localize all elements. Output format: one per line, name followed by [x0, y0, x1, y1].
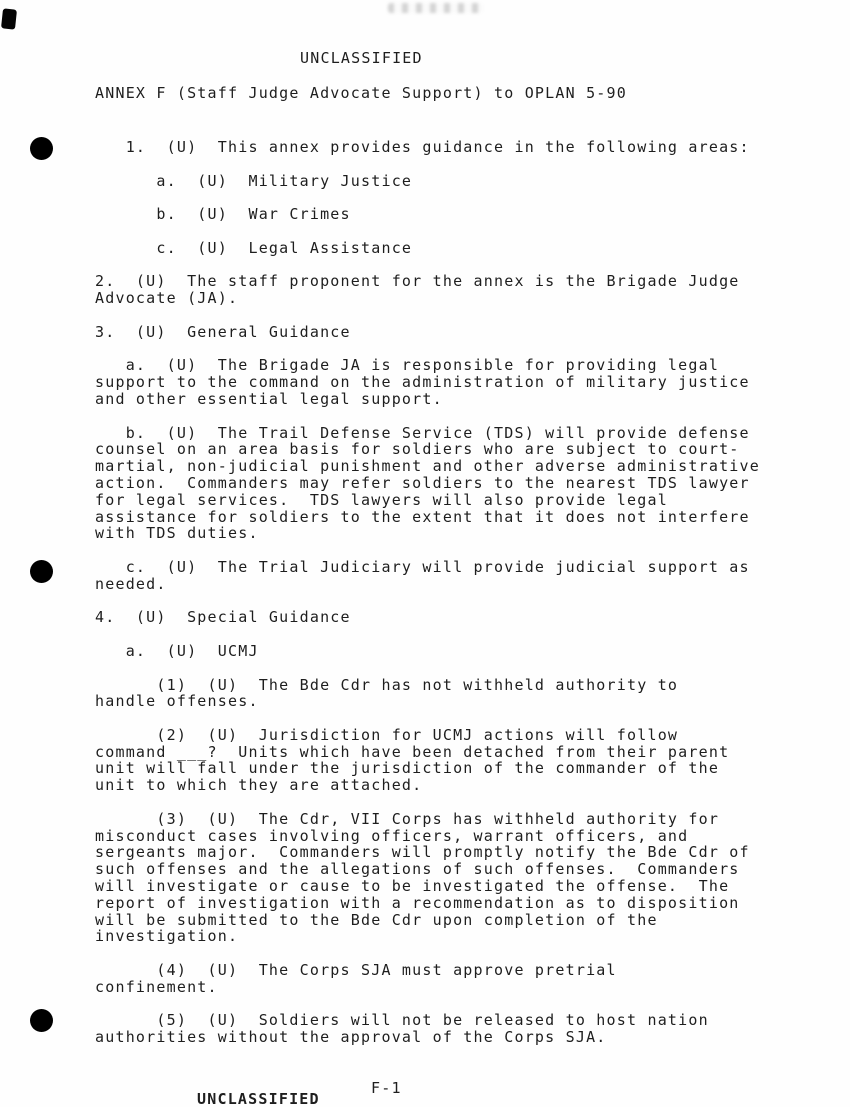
document-line [95, 945, 760, 962]
classification-header: UNCLASSIFIED [300, 49, 423, 67]
document-line: assistance for soldiers to the extent that it does not interfere [95, 507, 750, 526]
document-line: with TDS duties. [95, 524, 259, 543]
document-line: for legal services. TDS lawyers will also provide legal [95, 490, 668, 509]
scan-artifact [388, 3, 483, 13]
document-line: c. (U) The Trial Judiciary will provide judicial support as [95, 557, 750, 576]
document-line: confinement. [95, 977, 218, 996]
document-line: report of investigation with a recommendation as to disposition [95, 893, 740, 912]
document-line [95, 710, 760, 727]
document-line: will be submitted to the Bde Cdr upon completion of the [95, 910, 658, 929]
document-line: Advocate (JA). [95, 289, 239, 308]
document-line: martial, non-judicial punishment and other adverse administrative [95, 457, 760, 476]
document-line: (1) (U) The Bde Cdr has not withheld authority to [95, 675, 679, 694]
hole-punch-mark [30, 137, 53, 160]
document-line [95, 189, 760, 206]
document-line: a. (U) UCMJ [95, 641, 259, 660]
document-line: a. (U) Military Justice [95, 171, 413, 190]
document-line [95, 307, 760, 324]
hole-punch-mark [30, 1009, 53, 1032]
document-line: authorities without the approval of the Corps SJA. [95, 1028, 607, 1047]
document-line: (2) (U) Jurisdiction for UCMJ actions will follow [95, 725, 679, 744]
document-line [95, 341, 760, 358]
document-line: needed. [95, 574, 167, 593]
footer-page-number: F-1 [371, 1079, 402, 1097]
document-line: 3. (U) General Guidance [95, 322, 351, 341]
document-line [95, 542, 760, 559]
document-line: sergeants major. Commanders will promptly notify the Bde Cdr of [95, 843, 750, 862]
document-line: (4) (U) The Corps SJA must approve pretrial [95, 961, 617, 980]
document-line: counsel on an area basis for soldiers who are subject to court- [95, 440, 740, 459]
document-body [95, 139, 760, 1046]
corner-scan-mark [1, 8, 17, 29]
hole-punch-mark [30, 560, 53, 583]
document-line: (5) (U) Soldiers will not be released to host nation [95, 1011, 709, 1030]
document-line: b. (U) The Trail Defense Service (TDS) will provide defense [95, 423, 750, 442]
document-line: unit will fall under the jurisdiction of the commander of the [95, 759, 720, 778]
document-line: c. (U) Legal Assistance [95, 238, 413, 257]
document-line: support to the command on the administration of military justice [95, 373, 750, 392]
document-line [95, 156, 760, 173]
document-line [95, 996, 760, 1013]
document-line: (3) (U) The Cdr, VII Corps has withheld authority for [95, 809, 720, 828]
document-line [95, 408, 760, 425]
document-line [95, 223, 760, 240]
document-line: unit to which they are attached. [95, 776, 423, 795]
document-line: 2. (U) The staff proponent for the annex is the Brigade Judge [95, 272, 740, 291]
document-line [95, 593, 760, 610]
document-line [95, 626, 760, 643]
annex-title: ANNEX F (Staff Judge Advocate Support) to OPLAN 5-90 [95, 84, 627, 102]
document-line: 1. (U) This annex provides guidance in the following areas: [95, 138, 750, 156]
document-line [95, 257, 760, 274]
document-line: b. (U) War Crimes [95, 205, 351, 224]
document-line: and other essential legal support. [95, 389, 443, 408]
document-line: investigation. [95, 927, 239, 946]
document-line: 4. (U) Special Guidance [95, 608, 351, 627]
document-line: a. (U) The Brigade JA is responsible for providing legal [95, 356, 720, 375]
document-line: such offenses and the allegations of such offenses. Commanders [95, 860, 740, 879]
document-line [95, 794, 760, 811]
document-line: misconduct cases involving officers, warrant officers, and [95, 826, 689, 845]
document-line: command ___? Units which have been detached from their parent [95, 742, 730, 761]
document-line: will investigate or cause to be investigated the offense. The [95, 877, 730, 896]
document-line: handle offenses. [95, 692, 259, 711]
document-line [95, 660, 760, 677]
classification-footer: UNCLASSIFIED [197, 1090, 320, 1107]
document-line: action. Commanders may refer soldiers to the nearest TDS lawyer [95, 473, 750, 492]
